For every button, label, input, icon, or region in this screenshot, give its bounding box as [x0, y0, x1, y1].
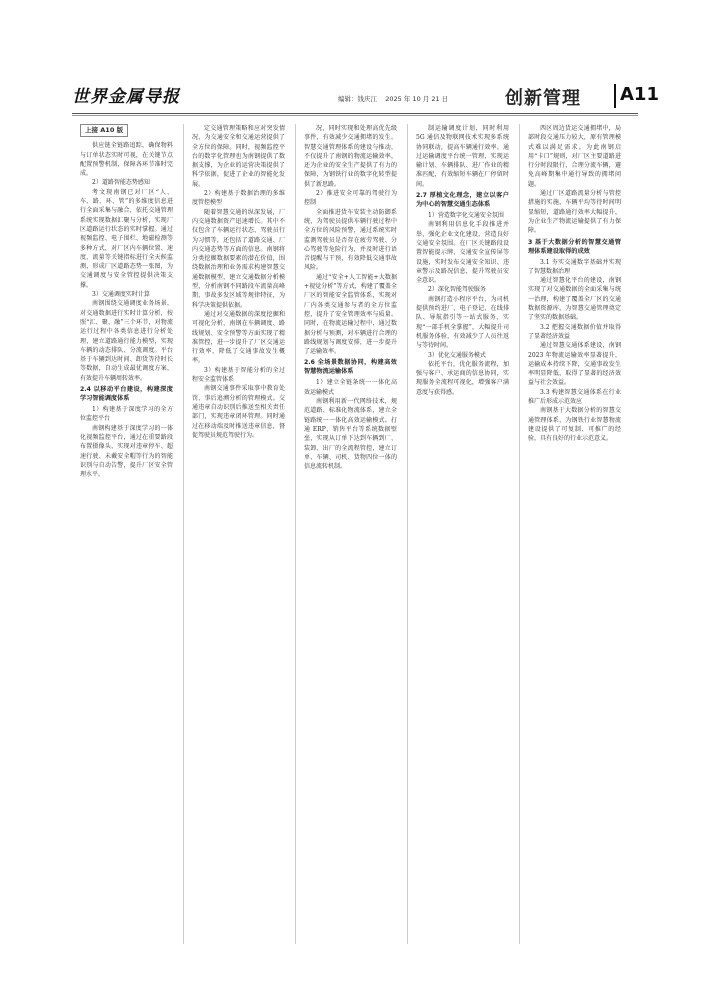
article-paragraph: 制运输调度计划，同时利用 5G 通信及物联网技术实现多系统协同联动，提高车辆通行效率。通过运输调度平台统一管理，实现运输计划、车辆排队、进厂作业的精准匹配，有效缩短车辆在厂停留时间。	[416, 125, 509, 188]
article-paragraph: 2）构建基于数据治理的多维度管控模型	[192, 190, 285, 207]
column-divider	[519, 124, 520, 944]
text-column-3	[304, 124, 397, 944]
issue-date: 2025 年 10 月 21 日	[385, 95, 449, 103]
article-paragraph: 3.3 构建智慧交通体系在行业推广后形成示范效应	[528, 388, 621, 406]
page-number: A11	[620, 84, 659, 105]
header-rule	[72, 113, 638, 114]
editor-name: 编辑：钱庆江	[338, 95, 377, 103]
article-paragraph: 南钢基于大数据分析的智慧交通管理体系，为钢铁行业智慧物流建设提供了可复制、可推广的经验，具有良好的行业示范意义。	[528, 407, 621, 443]
article-paragraph: 依托平台，优化服务流程，加强与客户、承运商的信息协同，实现服务全流程可视化，增强客户满意度与获得感。	[416, 360, 509, 396]
article-subheading: 2.4 以移动平台建设，构建深度学习智能调度体系	[80, 386, 173, 403]
article-paragraph: 通过厂区道路流量分析与管控措施的实施，车辆平均等待时间明显缩短，道路通行效率大幅提升，为企业生产物流运输提供了有力保障。	[528, 190, 621, 235]
header-rule-thin	[72, 115, 638, 116]
article-paragraph: 通过智慧交通体系建设，南钢 2023 年物流运输效率显著提升，运输成本持续下降，交通事故发生率明显降低，取得了显著的经济效益与社会效益。	[528, 342, 621, 387]
article-paragraph: 南钢利用新一代网络技术，规范道路、标准化物流体系，建立全链路统一一体化高效运输模式。打通 ERP、销售平台等系统数据壁垒，实现从订单下达到车辆到厂、装卸、出厂的全流程管控，建立订单、车辆、司机、货物四位一体的信息流转机制。	[304, 398, 397, 471]
article-paragraph: 2）深化智能驾驶服务	[428, 286, 486, 294]
article-paragraph: 通过智慧化平台的建设，南钢实现了对交通数据的全面采集与统一治理，构建了覆盖全厂区的交通数据资源库，为智慧交通管理奠定了坚实的数据基础。	[528, 277, 621, 322]
editor-date-line	[338, 94, 448, 103]
text-column-5	[528, 124, 621, 944]
page-header	[72, 80, 659, 110]
article-paragraph: 3）优化交通服务模式	[428, 351, 486, 359]
article-paragraph: 1）构建基于深度学习的全方位监控平台	[80, 406, 173, 423]
article-paragraph: 南钢围绕交通调度业务场景，对交通数据进行实时计算分析，按照“汇、聚、融”三个环节，对物流运行过程中各类信息进行分析处理，建立道路通行能力模型，实现车辆的动态排队、分流调度。平台基于车辆到达时间、卸货等待时长等数据，自动生成最优调度方案，有效提升车辆周转效率。	[80, 300, 173, 382]
article-paragraph: 通过对交通数据的深度挖掘和可视化分析，南钢在车辆调度、路线规划、安全预警等方面实现了精准管控，进一步提升了厂区交通运行效率，降低了交通事故发生概率。	[192, 310, 285, 365]
article-paragraph: 3.2 把握交通数据价值并取得了显著经济效益	[528, 323, 621, 340]
article-paragraph: 3.1 夯实交通数字基础并实现了智慧数据治理	[528, 258, 621, 275]
article-paragraph: 2）道路智能态势感知	[92, 179, 150, 187]
article-paragraph: 南钢构建基于深度学习的一体化视频监控平台，通过在重要路段布置摄像头，实现对违章停车、超速行驶、未戴安全帽等行为的智能识别与自动告警，提升厂区安全管理水平。	[80, 424, 173, 479]
article-paragraph: 通过“安全+人工智能+大数据+视觉分析”等方式，构建了覆盖全厂区的智能安全监管体系，实现对厂内各类交通参与者的全方位监控，提升了安全管理效率与质量。同时，在物流运输过程中，通过数据分析与预测，对车辆进行合理的路线规划与调度安排，进一步提升了运输效率。	[304, 273, 397, 356]
continued-from-label: 上接 A10 版	[80, 124, 128, 137]
text-column-4	[416, 124, 509, 944]
article-paragraph: 3）交通调度实时计算	[92, 291, 150, 299]
text-column-1	[80, 124, 173, 944]
section-title: 创新管理	[505, 88, 581, 109]
article-paragraph: 西区周边货运交通拥堵中，局部时段交通压力较大，原有管理模式难以满足需求。为此南钢启用“卡口”规则，对厂区主要道路进行分时段限行，合理分流车辆，避免高峰期集中通行导致的拥堵问题。	[528, 125, 621, 188]
text-column-2	[192, 124, 285, 944]
article-paragraph: 况，同时实现和处理高优先级事件，有效减少交通拥堵的发生。智慧交通管理体系的建设与推动，不仅提升了南钢的物流运输效率，还为企业的安全生产提供了有力的保障，为钢铁行业的数字化转型提供了新思路。	[304, 125, 397, 188]
article-paragraph: 南钢交通事件采取事中教育处罚、事后追溯分析的管理模式。交通违章自动识别后推送至相关责任部门，实现违章闭环管理。同时通过在移动端及时推送违章信息，督促驾驶员规范驾驶行为。	[192, 385, 285, 439]
article-paragraph: 1）建立全链条统一一体化高效运输模式	[304, 379, 397, 396]
article-paragraph: 1）营造数字化交通安全氛围	[428, 212, 504, 220]
article-subheading: 3 基于大数据分析的智慧交通管理体系建设取得的成效	[528, 238, 621, 255]
masthead-logo: 世界金属导报	[72, 87, 180, 107]
article-paragraph: 定交通管理策略和应对突发情况，为交通安全和交通运营提供了全方位的保障。同时，视频监控平台的数字化管理也为南钢提供了数据支撑，为企业的运营决策提供了科学依据，促进了企业的智能化发展。	[192, 125, 285, 188]
column-divider	[295, 124, 296, 944]
article-paragraph: 南钢利用信息化手段推进并举，强化企业文化建设，营造良好交通安全氛围。在厂区关键路段设置智能提示牌、交通安全宣传屏等设施，实时发布交通安全知识、违章警示及路况信息，提升驾驶员安全意识。	[416, 221, 509, 285]
article-paragraph: 供应链全链路追踪，确保物料与订单状态实时可视，在关键节点配置预警机制，保障各环节准时完成。	[80, 142, 173, 178]
column-divider	[183, 124, 184, 944]
column-divider	[407, 124, 408, 944]
article-subheading: 2.6 全场景数据协同，构建高效智慧物流运输体系	[304, 359, 397, 376]
article-paragraph: 南钢打造小程序平台，为司机提供预约进厂、电子登记、在线排队、导航指引等一站式服务，实现“一部手机全掌握”，大幅提升司机服务体验，有效减少了人员往返与等待时间。	[416, 295, 509, 350]
article-paragraph: 考文现南钢已对厂区“人、车、路、环、管”的多维度信息进行全面采集与融合，依托交通管理系统实现数据汇聚与分析，实现厂区道路运行状态的实时掌握。通过视频监控、电子围栏、地磁检测等多种方式，对厂区内车辆位置、速度、流量等关键指标进行全天候监测，形成厂区道路态势一张图，为交通调度与安全管控提供决策支撑。	[80, 188, 173, 289]
article-paragraph: 3）构建基于智能分析的全过程安全监管体系	[192, 366, 285, 384]
article-subheading: 2.7 厚植文化理念，建立以客户为中心的智慧交通生态体系	[416, 192, 509, 209]
article-paragraph: 全面推进货车安装主动防御系统，为驾驶员提供车辆行驶过程中全方位的风险预警，通过系统实时监测驾驶员是否存在疲劳驾驶、分心驾驶等危险行为，并及时进行语音提醒与干预，有效降低交通事故风险。	[304, 208, 397, 272]
header-separator	[614, 84, 616, 108]
article-paragraph: 随着智慧交通的纵深发展，厂内交通数据资产迅速增长。其中不仅包含了车辆运行状态、驾驶员行为习惯等，还包括了道路交通、厂内交通态势等方面的信息。南钢将分类挖掘数据要素的潜在价值，围绕数据治理和业务需求构建智慧交通数据模型，建立交通数据分析模型，分析南钢不同路段车流量高峰期、事故多发区域等规律特征，为科学决策提供依据。	[192, 208, 285, 309]
article-paragraph: 2）推进安全可靠的驾驶行为控制	[304, 190, 397, 207]
